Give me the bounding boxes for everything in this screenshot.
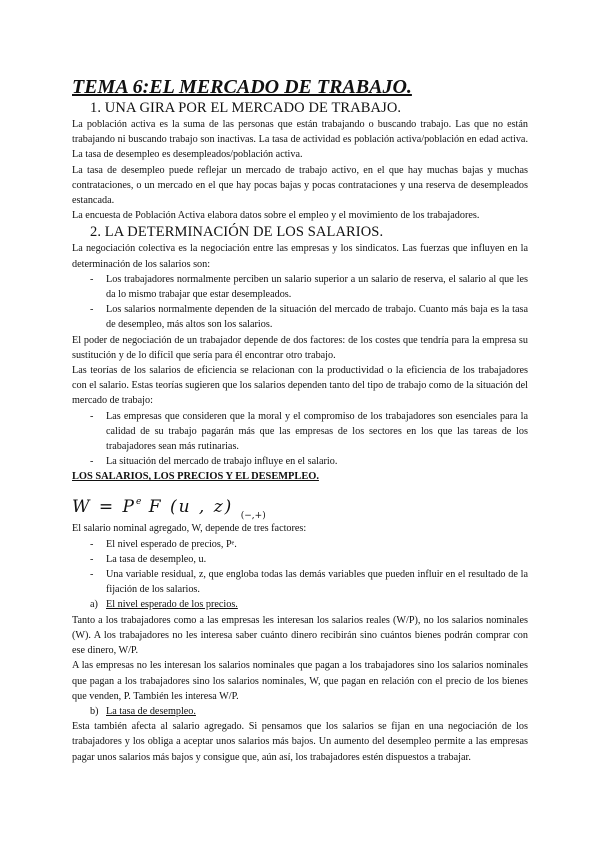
dash-list — [72, 272, 528, 333]
paragraph: La negociación colectiva es la negociación entre las empresas y los sindicatos. Las fuerzas que influyen en la determinación de los salarios son: — [72, 243, 528, 270]
section-2-heading: 2. LA DETERMINACIÓN DE LOS SALARIOS. — [90, 224, 384, 241]
subsection-heading: LOS SALARIOS, LOS PRECIOS Y EL DESEMPLEO. — [72, 471, 319, 483]
document-body — [72, 76, 528, 765]
dash-bullet: - — [90, 304, 94, 316]
paragraph: Esta también afecta al salario agregado. Si pensamos que los salarios se fijan en una negociación de los trabajadores y los obliga a aceptar unos salarios más bajos. Un aumento del desempleo permite a las empresas pagar unos salarios más bajos y consigue que, aún así, los trabajadores estén dispuestos a trabajar. — [72, 721, 528, 763]
list-item: - El nivel esperado de precios, Pᵉ. — [72, 537, 528, 552]
dash-bullet: - — [90, 553, 94, 565]
wage-equation: $W = P^e$ F (u , z) $_{(-,+)}$ — [72, 497, 266, 522]
paragraph: La población activa es la suma de las personas que están trabajando o buscando trabajo. Las que no están trabajando ni buscando trabajo son inactivas. La tasa de actividad es población activa/población en edad activa. La tasa de desempleo es desempleados/población activa. — [72, 119, 528, 161]
paragraph: El salario nominal agregado, W, depende de tres factores: — [72, 523, 307, 535]
list-item: - Una variable residual, z, que engloba todas las demás variables que pueden influir en el resultado de la fijación de los salarios. — [90, 569, 528, 596]
document-title: TEMA 6:EL MERCADO DE TRABAJO. — [72, 76, 412, 98]
dash-bullet: - — [90, 410, 94, 422]
subheading-b: b) La tasa de desempleo. — [90, 705, 196, 717]
paragraph: La encuesta de Población Activa elabora datos sobre el empleo y el movimiento de los trabajadores. — [72, 210, 480, 222]
dash-bullet: - — [90, 273, 94, 285]
section-1-heading: 1. UNA GIRA POR EL MERCADO DE TRABAJO. — [90, 100, 402, 116]
subheading-a: a) El nivel esperado de los precios. — [90, 599, 238, 611]
paragraph: El poder de negociación de un trabajador depende de dos factores: de los costes que tendría para la empresa su sustitución y de lo difícil que sería para él encontrar otro trabajo. — [72, 334, 528, 361]
list-item: - Las empresas que consideren que la moral y el compromiso de los trabajadores son esenciales para la calidad de su trabajo pagarán más que las empresas de los sectores en los que las tareas de los trabajadores sean más rutinarias. — [90, 410, 528, 453]
paragraph: A las empresas no les interesan los salarios nominales que pagan a los trabajadores sino los salarios nominales que pagan a los trabajadores sino los salarios nominales, W, que pagan en relación con el precio de los bienes que venden, P. También les interesa W/P. — [72, 660, 528, 702]
dash-bullet: - — [90, 456, 94, 468]
paragraph: Tanto a los trabajadores como a las empresas les interesan los salarios reales (W/P), no los salarios nominales (W). A los trabajadores no les interesa saber cuánto dinero recibirán sino cuántos bienes podrán comprar con ese dinero, W/P. — [72, 614, 528, 657]
dash-list — [72, 537, 528, 598]
paragraph: Las teorías de los salarios de eficiencia se relacionan con la productividad o la eficiencia de los trabajadores con el salario. Estas teorías sugieren que los salarios dependen tanto del tipo de trabajo como de la situación del mercado de trabajo: — [72, 365, 528, 407]
list-item: - La tasa de desempleo, u. — [72, 552, 528, 567]
dash-list — [72, 409, 528, 470]
dash-bullet: - — [90, 569, 94, 581]
list-item: - Los salarios normalmente dependen de la situación del mercado de trabajo. Cuanto más baja es la tasa de desempleo, más altos son los salarios. — [90, 304, 528, 331]
list-item: - Los trabajadores normalmente perciben un salario superior a un salario de reserva, el salario al que les da lo mismo trabajar que estar desempleados. — [90, 273, 528, 301]
dash-bullet: - — [90, 538, 94, 550]
paragraph: La tasa de desempleo puede reflejar un mercado de trabajo activo, en el que hay muchas bajas y muchas contrataciones, o un mercado en el que hay pocas bajas y pocas contrataciones y una reserva de desempleados estancada. — [72, 164, 528, 207]
list-item: - La situación del mercado de trabajo influye en el salario. — [72, 454, 528, 469]
